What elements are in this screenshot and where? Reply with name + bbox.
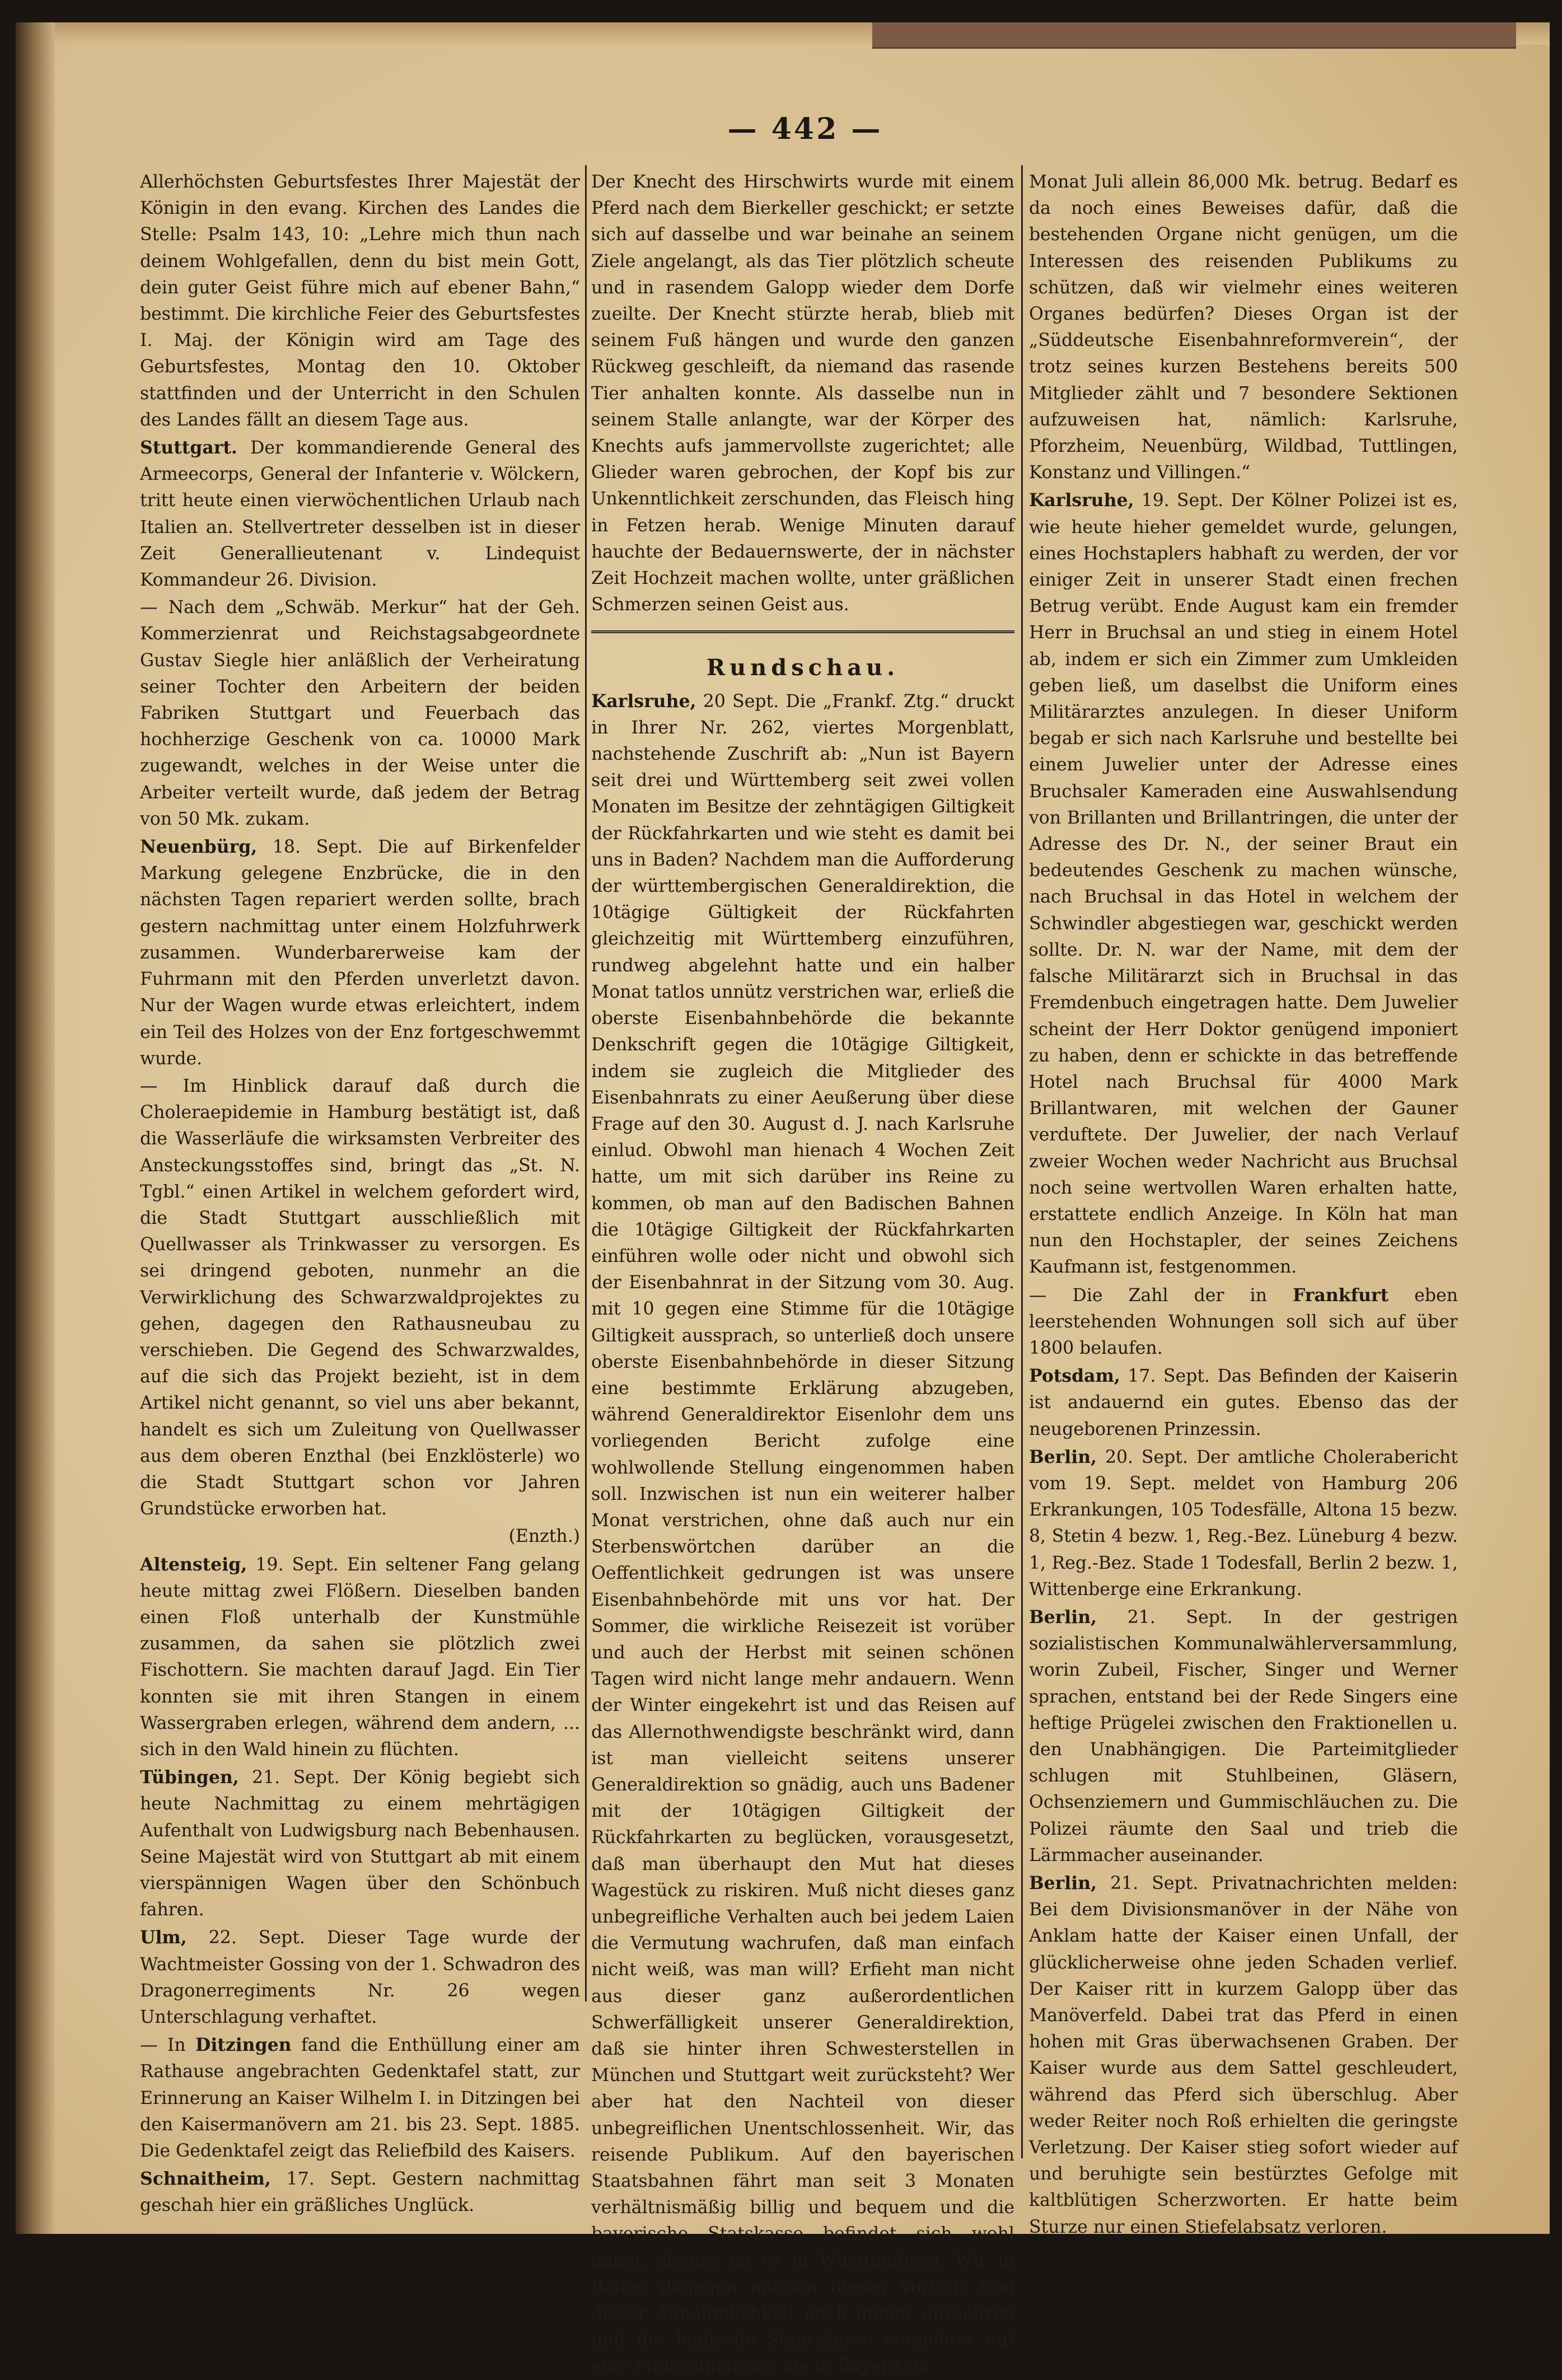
article-text: — Die Zahl der in (1029, 1285, 1293, 1306)
article-text: 20. Sept. Der amtliche Cholerabericht vom 19. Sept. meldet von Hamburg 206 Erkrankungen, 105 Todesfälle, Altona 15 bezw. 8, Stetin 4 bezw. 1, Reg.-Bez. Lüneburg 4 bezw. 1, Reg.-Bez. Stade 1 Todesfall, Berlin 2 bezw. 1, Wittenberge eine Erkrankung. (1029, 1447, 1458, 1600)
dateline-city: Berlin, (1029, 1606, 1097, 1628)
article-text: Monat Juli allein 86,000 Mk. betrug. Bedarf es da noch eines Beweises dafür, daß die bestehenden Organe nicht genügen, um die Interessen des reisenden Publikums zu schützen, daß wir vielmehr eines weiteren Organes bedürfen? Dieses Organ ist der „Süddeutsche Eisenbahnreformverein“, der trotz seines kurzen Bestehens bereits 500 Mitglieder zählt und 7 besondere Sektionen aufzuweisen hat, nämlich: Karlsruhe, Pforzheim, Neuenbürg, Wildbad, Tuttlingen, Konstanz und Villingen.“ (1029, 172, 1458, 483)
dateline-city: Stuttgart. (140, 437, 237, 459)
book-binding-edge (16, 22, 55, 2234)
article-text: Allerhöchsten Geburtsfestes Ihrer Majestät der Königin in den evang. Kirchen des Landes die Stelle: Psalm 143, 10: „Lehre mich thun nach deinem Wohlgefallen, denn du bist mein Gott, dein guter Geist führe mich auf ebener Bahn,“ bestimmt. Die kirchliche Feier des Geburtsfestes I. Maj. der Königin wird am Tage des Geburtsfestes, Montag den 10. Oktober stattfinden und der Unterricht in den Schulen des Landes fällt an diesem Tage aus. (140, 172, 580, 430)
column-2 (591, 169, 1014, 2380)
dateline-city: Berlin, (1029, 1873, 1097, 1893)
dateline-city: Karlsruhe, (591, 690, 696, 712)
article (1029, 1363, 1458, 1443)
article (1029, 487, 1458, 1280)
dateline-city: Karlsruhe, (1029, 490, 1134, 511)
dateline-city: Tübingen, (140, 1767, 239, 1788)
article-text: 21. Sept. Der König begiebt sich heute Nachmittag zu einem mehrtägigen Aufenthalt von Ludwigsburg nach Bebenhausen. Seine Majestät wird von Stuttgart ab mit einem vierspännigen Wagen über den Schönbuch fahren. (140, 1768, 580, 1920)
dateline-city: Altensteig, (140, 1554, 247, 1575)
article (1029, 1282, 1458, 1362)
column-rule-1 (585, 165, 587, 2002)
article-text: 21. Sept. Privatnachrichten melden: Bei dem Divisionsmanöver in der Nähe von Anklam hatte der Kaiser einen Unfall, der glücklicherweise ohne jeden Schaden verlief. Der Kaiser ritt in kurzem Galopp über das Manöverfeld. Dabei trat das Pferd in einen hohen mit Gras überwachsenen Graben. Der Kaiser wurde aus dem Sattel geschleudert, während das Pferd sich überschlug. Aber weder Reiter noch Roß erhielten die geringste Verletzung. Der Kaiser stieg sofort wieder auf und beruhigte sein bestürztes Gefolge mit kaltblütigen Scherzworten. Er hatte beim Sturze nur einen Stiefelabsatz verloren. (1029, 1873, 1458, 2237)
column-1 (140, 169, 580, 2219)
source-signature: (Enzth.) (508, 1526, 580, 1547)
article (140, 1551, 580, 1764)
newspaper-page (16, 22, 1550, 2377)
section-divider (591, 630, 1014, 641)
article (140, 1924, 580, 2031)
article-text: 19. Sept. Der Kölner Polizei ist es, wie heute hieher gemeldet wurde, gelungen, eines Hochstaplers habhaft zu werden, der vor einiger Zeit in unserer Stadt einen frechen Betrug verübt. Ende August kam ein fremder Herr in Bruchsal an und stieg in einem Hotel ab, indem er sich ein Zimmer zum Umkleiden geben ließ, um daselbst die Uniform eines Militärarztes anzulegen. In dieser Uniform begab er sich nach Karlsruhe und bestellte bei einem Juwelier unter der Adresse eines Bruchsaler Kameraden eine Auswahlsendung von Brillanten und Brillantringen, die unter der Adresse des Dr. N., der seiner Braut ein bedeutendes Geschenk zu machen wünsche, nach Bruchsal in das Hotel in welchem der Schwindler abgestiegen war, geschickt werden sollte. Dr. N. war der Name, mit dem der falsche Militärarzt sich in Bruchsal in das Fremdenbuch eingetragen hatte. Dem Juwelier scheint der Herr Doktor genügend imponiert zu haben, denn er schickte in das betreffende Hotel nach Bruchsal für 4000 Mark Brillantwaren, mit welchen der Gauner verduftete. Der Juwelier, der nach Verlauf zweier Wochen weder Nachricht aus Bruchsal noch seine wertvollen Waren erhalten hatte, erstattete endlich Anzeige. In Köln hat man nun den Hochstapler, der seines Zeichens Kaufmann ist, festgenommen. (1029, 490, 1458, 1278)
column-3 (1029, 169, 1458, 2241)
article-text: Der Knecht des Hirschwirts wurde mit einem Pferd nach dem Bierkeller geschickt; er setzte sich auf dasselbe und war beinahe an seinem Ziele angelangt, als das Tier plötzlich scheute und in rasendem Galopp wieder dem Dorfe zueilte. Der Knecht stürzte herab, blieb mit seinem Fuß hängen und wurde den ganzen Rückweg geschleift, da niemand das rasende Tier anhalten konnte. Als dasselbe nun in seinem Stalle anlangte, war der Körper des Knechts aufs jammervollste zugerichtet; alle Glieder waren gebrochen, der Kopf bis zur Unkenntlichkeit zerschunden, das Fleisch hing in Fetzen herab. Wenige Minuten darauf hauchte der Bedauernswerte, der in nächster Zeit Hochzeit machen wollte, unter gräßlichen Schmerzen seinen Geist aus. (591, 172, 1014, 615)
article-text: 19. Sept. Ein seltener Fang gelang heute mittag zwei Flößern. Dieselben banden einen Floß unterhalb der Kunstmühle zusammen, da sahen sie plötzlich zwei Fischottern. Sie machten darauf Jagd. Ein Tier konnten sie mit ihren Stangen in einem Wassergraben erlegen, während dem andern, ... sich in den Wald hinein zu flüchten. (140, 1554, 580, 1760)
article (591, 688, 1014, 2380)
article-text: fand die Enthüllung einer am Rathause angebrachten Gedenktafel statt, zur Erinnerung an Kaiser Wilhelm I. in Ditzingen bei den Kaisermanövern am 21. bis 23. Sept. 1885. Die Gedenktafel zeigt das Reliefbild des Kaisers. (140, 2035, 580, 2162)
dateline-city: Neuenbürg, (140, 836, 258, 858)
dateline-city: Ditzingen (195, 2035, 292, 2056)
article (140, 1764, 580, 1923)
article (140, 434, 580, 593)
article (1029, 1444, 1458, 1603)
article-text: 17. Sept. Gestern nachmittag geschah hier ein gräßliches Unglück. (140, 2169, 580, 2216)
article (1029, 1870, 1458, 2241)
section-heading: Rundschau. (706, 654, 900, 681)
article-text: 22. Sept. Dieser Tage wurde der Wachtmeister Gossing von der 1. Schwadron des Dragonerregiments Nr. 26 wegen Unterschlagung verhaftet. (140, 1928, 580, 2028)
article-text: — Im Hinblick darauf daß durch die Choleraepidemie in Hamburg bestätigt ist, daß die Wasserläufe die wirksamsten Verbreiter des Ansteckungsstoffes sind, bringt das „St. N. Tgbl.“ einen Artikel in welchem gefordert wird, die Stadt Stuttgart ausschließlich mit Quellwasser als Trinkwasser zu versorgen. Es sei dringend geboten, nunmehr an die Verwirklichung des Schwarzwaldprojektes zu gehen, dagegen den Rathausneubau zu verschieben. Die Gegend des Schwarzwaldes, auf die sich das Projekt bezieht, ist in dem Artikel nicht genannt, so viel uns aber bekannt, handelt es sich um Zuleitung von Quellwasser aus dem oberen Enzthal (bei Enzklösterle) wo die Stadt Stuttgart schon vor Jahren Grundstücke erworben hat. (140, 1076, 580, 1519)
binding-tab (872, 22, 1516, 49)
article (1029, 1604, 1458, 1869)
column-rule-2 (1021, 165, 1023, 2158)
article (140, 834, 580, 1072)
article-text: Der kommandierende General des Armeecorps, General der Infanterie v. Wölckern, tritt heute einen vierwöchentlichen Urlaub nach Italien an. Stellvertreter desselben ist in dieser Zeit Generallieutenant v. Lindequist Kommandeur 26. Division. (140, 438, 580, 591)
article-text: 17. Sept. Das Befinden der Kaiserin ist andauernd ein gutes. Ebenso das der neugeborenen Prinzessin. (1029, 1366, 1458, 1439)
article-text: 20 Sept. Die „Frankf. Ztg.“ druckt in Ihrer Nr. 262, viertes Morgenblatt, nachstehende Zuschrift ab: „Nun ist Bayern seit drei und Württemberg seit zwei vollen Monaten im Besitze der zehntägigen Giltigkeit der Rückfahrkarten und wie steht es damit bei uns in Baden? Nachdem man die Aufforderung der württembergischen Generaldirektion, die 10tägige Gültigkeit der Rückfahrten gleichzeitig mit Württemberg einzuführen, rundweg abgelehnt hatte und ein halber Monat tatlos unnütz verstrichen war, erließ die oberste Eisenbahnbehörde die bekannte Denkschrift gegen die 10tägige Giltigkeit, indem sie zugleich die Mitglieder des Eisenbahnrats zu einer Aeußerung über diese Frage auf den 30. August d. J. nach Karlsruhe einlud. Obwohl man hienach 4 Wochen Zeit hatte, um mit sich darüber ins Reine zu kommen, ob man auf den Badischen Bahnen die 10tägige Giltigkeit der Rückfahrkarten einführen wolle oder nicht und obwohl sich der Eisenbahnrat in der Sitzung vom 30. Aug. mit 10 gegen eine Stimme für die 10tägige Giltigkeit aussprach, so unterließ doch unsere oberste Eisenbahnbehörde in dieser Sitzung eine bestimmte Erklärung abzugeben, während Generaldirektor Eisenlohr dem uns vorliegenden Bericht zufolge eine wohlwollende Stellung eingenommen haben soll. Inzwischen ist nun ein weiterer halber Monat verstrichen, ohne daß auch nur ein Sterbenswörtchen darüber an die Oeffentlichkeit gedrungen ist was unsere Eisenbahnbehörde mit uns vor hat. Der Sommer, die wirkliche Reisezeit ist vorüber und auch der Herbst mit seinen schönen Tagen wird nicht lange mehr andauern. Wenn der Winter eingekehrt ist und das Reisen auf das Allernothwendigste beschränkt wird, dann ist man vielleicht seitens unserer Generaldirektion so gnädig, auch uns Badener mit der 10tägigen Giltigkeit der Rückfahrkarten zu beglücken, vorausgesetzt, daß man überhaupt den Mut hat dieses Wagestück zu riskiren. Muß nicht dieses ganz unbegreifliche Verhalten auch bei jedem Laien die Vermutung wachrufen, daß man einfach nicht weiß, was man will? Erfieht man nicht aus dieser ganz außerordentlichen Schwerfälligkeit unserer Generaldirektion, daß sie hinter ihren Schwesterstellen in München und Stuttgart weit zurücksteht? Wer aber hat den Nachteil von dieser unbegreiflichen Unentschlossenheit. Wir, das reisende Publikum. Auf den bayerischen Staatsbahnen fährt man seit 3 Monaten verhältnismäßig billig und bequem und die bayerische Statskasse befindet sich wohl dabei, ebenso ist es in Württemberg. Wir in Baden dagegen müssen dieses Vorteils und dieser Annehmlichkeit noch immer entbehren und die badische Staatskasse verzichtet auf eine Mehreinnahme, die in Bayern im (591, 691, 1014, 2377)
article-text: 21. Sept. In der gestrigen sozialistischen Kommunalwählerversammlung, worin Zubeil, Fischer, Singer und Werner sprachen, entstand bei der Rede Singers eine heftige Prügelei zwischen den Fraktionellen u. den Unabhängigen. Die Parteimitglieder schlugen mit Stuhlbeinen, Gläsern, Ochsenziemern und Gummischläuchen zu. Die Polizei räumte den Saal und trieb die Lärmmacher auseinander. (1029, 1607, 1458, 1865)
dateline-city: Potsdam, (1029, 1366, 1120, 1387)
dateline-city: Schnaitheim, (140, 2168, 271, 2190)
article-text: eben leerstehenden Wohnungen soll sich auf über 1800 belaufen. (1029, 1285, 1458, 1358)
dateline-city: Ulm, (140, 1927, 187, 1948)
dateline-city: Frankfurt (1293, 1284, 1389, 1306)
article-text: — Nach dem „Schwäb. Merkur“ hat der Geh. Kommerzienrat und Reichstagsabgeordnete Gustav Siegle hier anläßlich der Verheiratung seiner Tochter den Arbeitern der beiden Fabriken Stuttgart und Feuerbach das hochherzige Geschenk von ca. 10000 Mark zugewandt, welches in der Weise unter die Arbeiter verteilt wurde, daß jedem der Betrag von 50 Mk. zukam. (140, 597, 580, 829)
article-text: — In (140, 2035, 195, 2056)
article (140, 2032, 580, 2164)
article (140, 2166, 580, 2219)
dateline-city: Berlin, (1029, 1446, 1097, 1467)
page-number: — 442 — (727, 112, 883, 146)
article-text: 18. Sept. Die auf Birkenfelder Markung gelegene Enzbrücke, die in den nächsten Tagen repariert werden sollte, brach gestern nachmittag unter einem Holzfuhrwerk zusammen. Wunderbarerweise kam der Fuhrmann mit den Pferden unverletzt davon. Nur der Wagen wurde etwas erleichtert, indem ein Teil des Holzes von der Enz fortgeschwemmt wurde. (140, 837, 580, 1069)
